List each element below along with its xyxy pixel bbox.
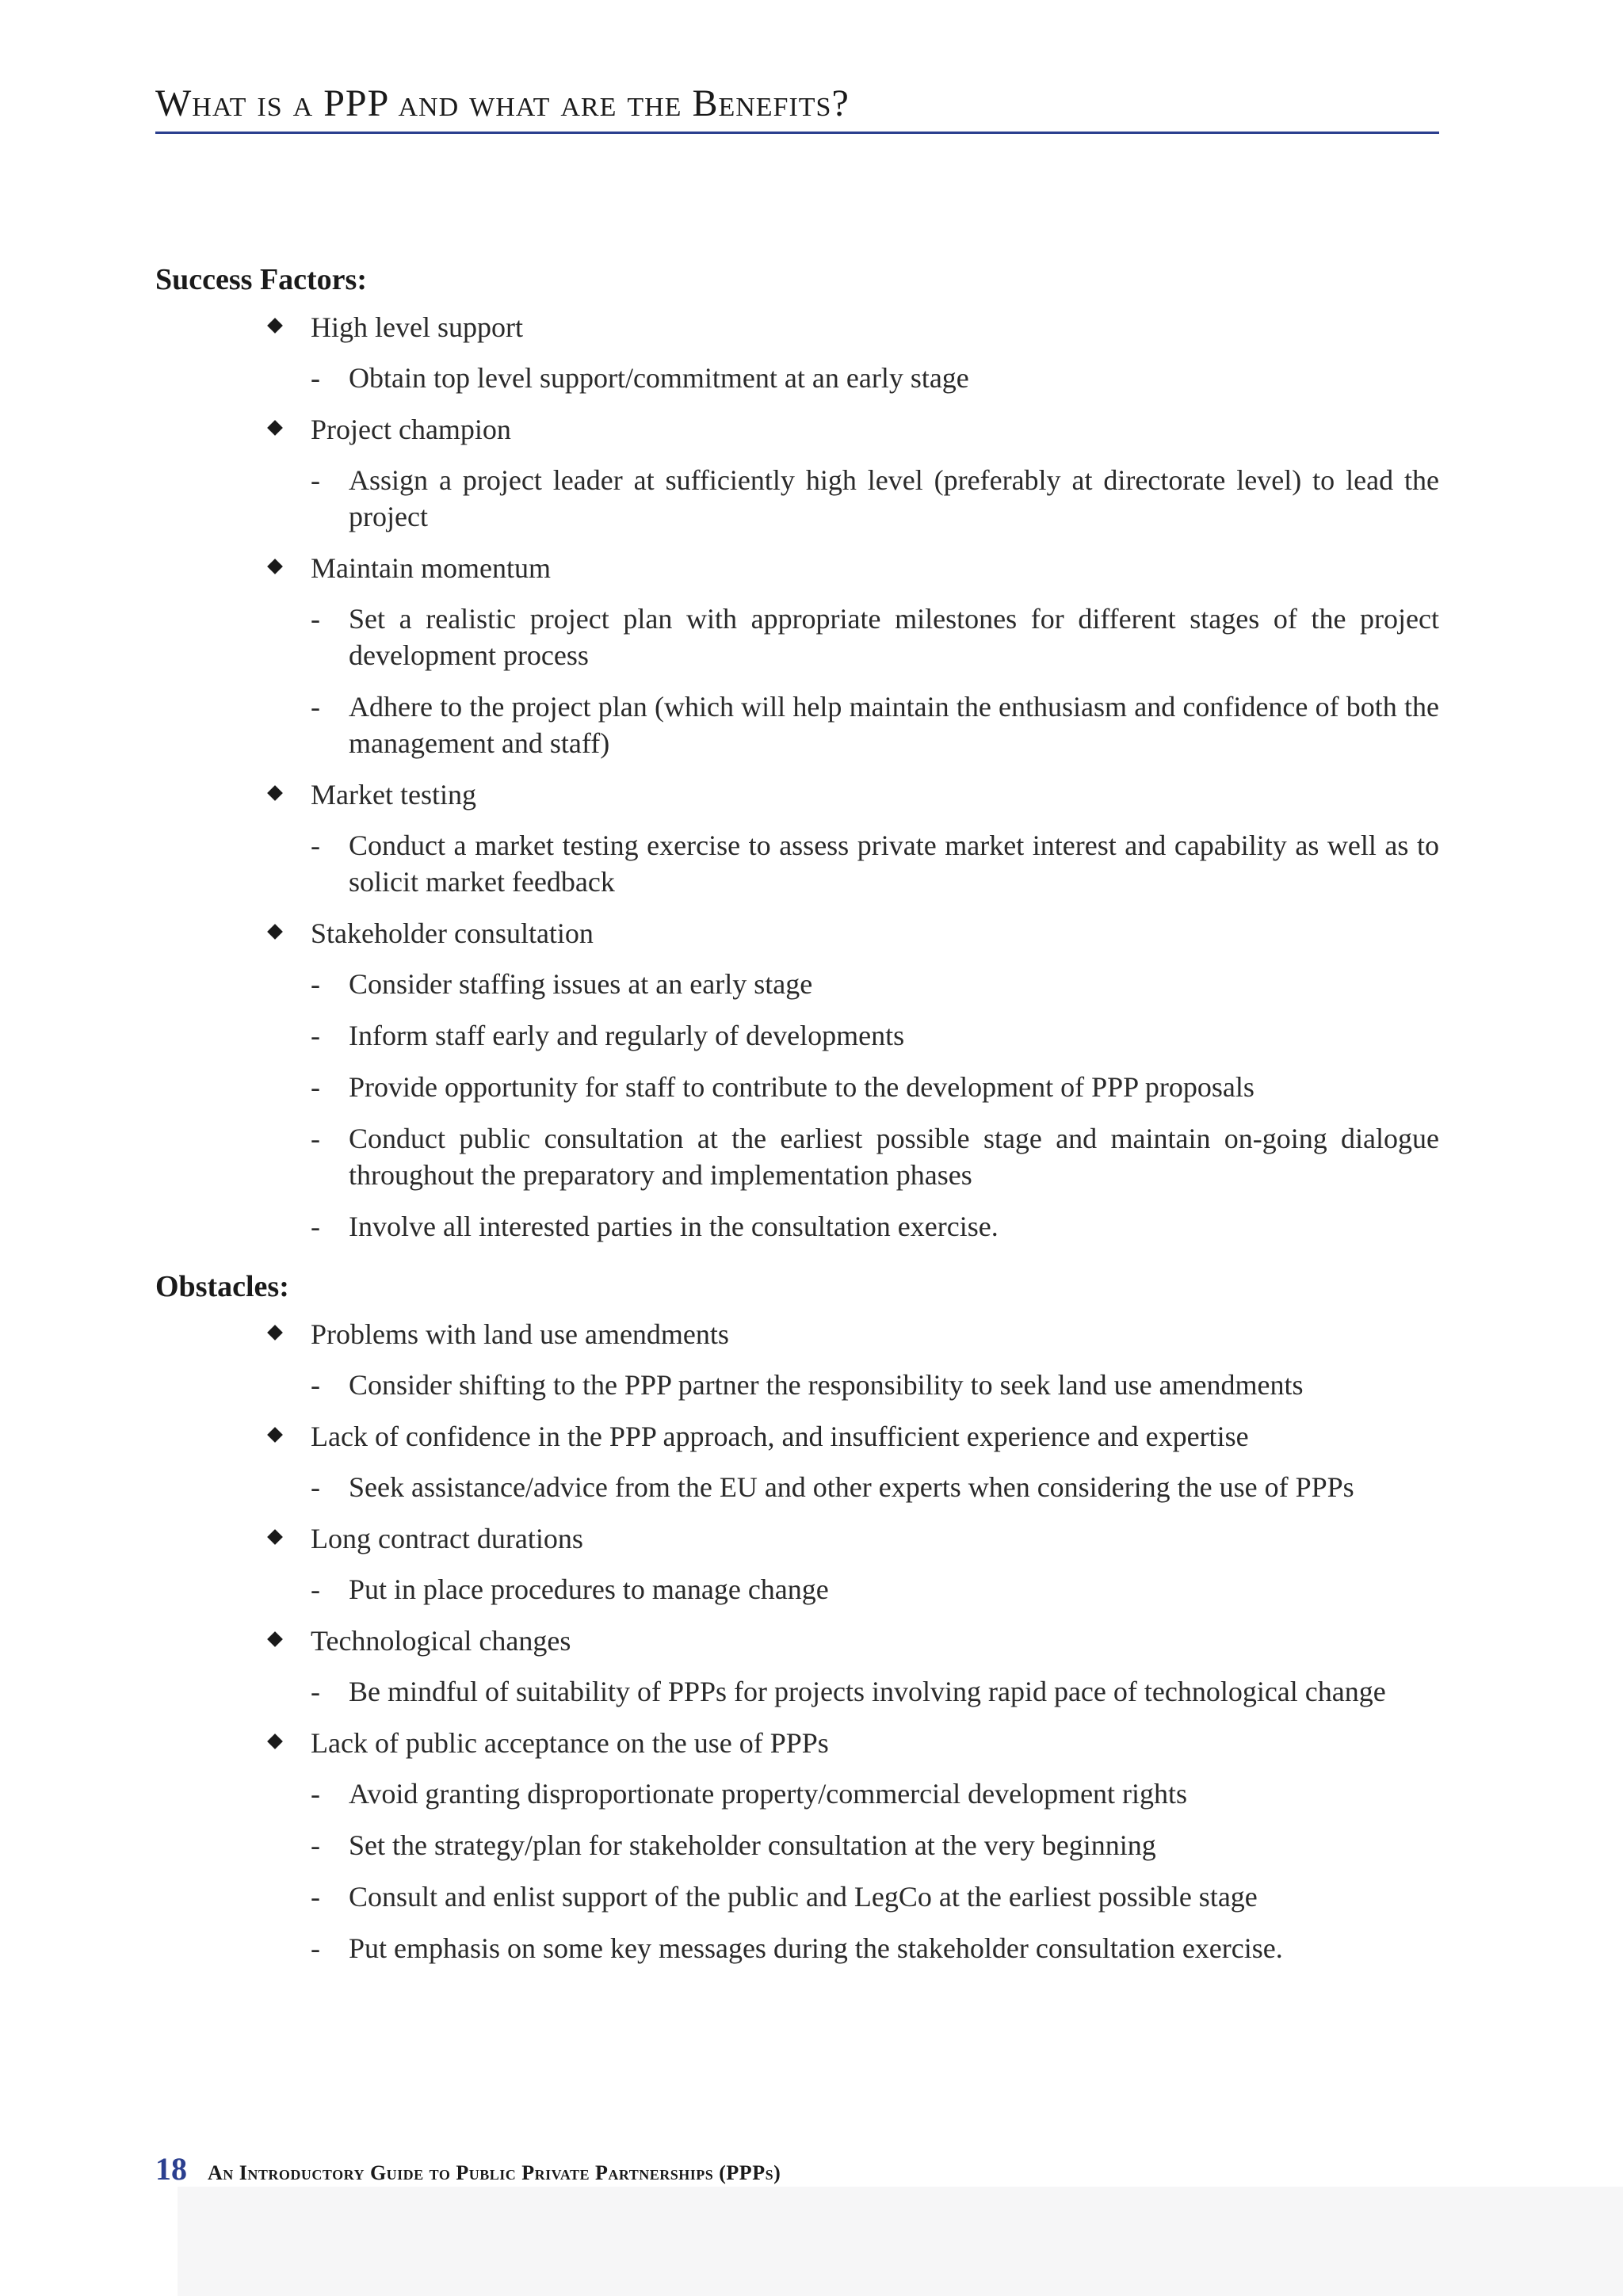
sub-item-text: Put in place procedures to manage change <box>349 1573 829 1605</box>
list-item <box>155 309 1439 396</box>
list-item <box>155 1316 1439 1403</box>
sub-list <box>311 1775 1439 1966</box>
sub-item-text: Adhere to the project plan (which will help maintain the enthusiasm and confidence of both the management and staff) <box>349 691 1439 759</box>
list-item <box>155 915 1439 1245</box>
dash-marker-icon: - <box>311 1211 320 1242</box>
diamond-bullet-icon <box>267 559 283 574</box>
dash-marker-icon: - <box>311 1020 320 1051</box>
diamond-bullet-icon <box>267 420 283 436</box>
sub-list-item <box>311 1878 1439 1915</box>
list-item <box>155 776 1439 900</box>
sub-list <box>311 827 1439 900</box>
page-footer <box>155 2150 781 2187</box>
sub-item-text: Set the strategy/plan for stakeholder consultation at the very beginning <box>349 1829 1156 1861</box>
sub-list-item <box>311 966 1439 1002</box>
sub-list-item <box>311 1208 1439 1245</box>
dash-marker-icon: - <box>311 362 320 394</box>
section-heading: Obstacles: <box>155 1270 289 1303</box>
sub-item-text: Involve all interested parties in the consultation exercise. <box>349 1211 999 1242</box>
bullet-label: High level support <box>311 311 523 343</box>
diamond-bullet-icon <box>267 318 283 334</box>
sub-item-text: Inform staff early and regularly of developments <box>349 1020 905 1051</box>
sub-list-item <box>311 827 1439 900</box>
sub-list-item <box>311 1069 1439 1105</box>
bullet-list <box>155 1316 1439 1966</box>
section-heading: Success Factors: <box>155 263 367 296</box>
bullet-label: Stakeholder consultation <box>311 917 594 949</box>
dash-marker-icon: - <box>311 1829 320 1861</box>
main-content <box>155 260 1439 1981</box>
bullet-label: Market testing <box>311 779 476 810</box>
list-item <box>155 1623 1439 1710</box>
dash-marker-icon: - <box>311 1881 320 1913</box>
sub-item-text: Avoid granting disproportionate property/commercial development rights <box>349 1778 1188 1810</box>
sub-item-text: Put emphasis on some key messages during the stakeholder consultation exercise. <box>349 1932 1283 1964</box>
sub-list-item <box>311 601 1439 673</box>
list-item <box>155 1520 1439 1608</box>
sub-list-item <box>311 1571 1439 1608</box>
sub-list <box>311 601 1439 761</box>
sub-item-text: Conduct public consultation at the earliest possible stage and maintain on-going dialogue throughout the preparatory and implementation phases <box>349 1123 1439 1191</box>
footer-title: An Introductory Guide to Public Private Partnerships (PPPs) <box>208 2161 781 2184</box>
list-item <box>155 550 1439 761</box>
dash-marker-icon: - <box>311 830 320 861</box>
sub-item-text: Consider shifting to the PPP partner the responsibility to seek land use amendments <box>349 1369 1304 1401</box>
sub-list-item <box>311 360 1439 396</box>
dash-marker-icon: - <box>311 1676 320 1707</box>
diamond-bullet-icon <box>267 1325 283 1341</box>
diamond-bullet-icon <box>267 924 283 940</box>
sub-list <box>311 1367 1439 1403</box>
sub-list-item <box>311 1120 1439 1193</box>
sub-item-text: Provide opportunity for staff to contribute to the development of PPP proposals <box>349 1071 1254 1103</box>
dash-marker-icon: - <box>311 1471 320 1503</box>
bullet-label: Lack of confidence in the PPP approach, and insufficient experience and expertise <box>311 1421 1249 1452</box>
sub-list <box>311 1469 1439 1505</box>
dash-marker-icon: - <box>311 1778 320 1810</box>
sub-list <box>311 966 1439 1245</box>
sub-item-text: Assign a project leader at sufficiently high level (preferably at directorate level) to lead the project <box>349 464 1439 532</box>
page-shadow <box>178 2187 1623 2296</box>
sub-item-text: Consult and enlist support of the public and LegCo at the earliest possible stage <box>349 1881 1258 1913</box>
list-item <box>155 1418 1439 1505</box>
dash-marker-icon: - <box>311 1123 320 1154</box>
sub-list-item <box>311 1017 1439 1054</box>
sub-list-item <box>311 688 1439 761</box>
sub-list-item <box>311 1673 1439 1710</box>
bullet-label: Maintain momentum <box>311 552 551 584</box>
dash-marker-icon: - <box>311 464 320 496</box>
sub-item-text: Conduct a market testing exercise to assess private market interest and capability as well as to solicit market feedback <box>349 830 1439 898</box>
dash-marker-icon: - <box>311 1932 320 1964</box>
list-item <box>155 411 1439 535</box>
diamond-bullet-icon <box>267 1427 283 1443</box>
sub-list <box>311 360 1439 396</box>
bullet-label: Project champion <box>311 414 511 445</box>
dash-marker-icon: - <box>311 1573 320 1605</box>
dash-marker-icon: - <box>311 1369 320 1401</box>
sub-list-item <box>311 1367 1439 1403</box>
sub-item-text: Obtain top level support/commitment at an early stage <box>349 362 969 394</box>
bullet-label: Problems with land use amendments <box>311 1318 729 1350</box>
sub-item-text: Consider staffing issues at an early stage <box>349 968 813 1000</box>
sub-item-text: Be mindful of suitability of PPPs for projects involving rapid pace of technological change <box>349 1676 1386 1707</box>
sub-list-item <box>311 462 1439 535</box>
bullet-label: Long contract durations <box>311 1523 583 1554</box>
sub-list-item <box>311 1827 1439 1863</box>
list-item <box>155 1725 1439 1966</box>
diamond-bullet-icon <box>267 1733 283 1749</box>
dash-marker-icon: - <box>311 691 320 723</box>
page-header <box>155 78 1439 134</box>
dash-marker-icon: - <box>311 1071 320 1103</box>
bullet-label: Technological changes <box>311 1625 571 1657</box>
sub-list-item <box>311 1930 1439 1966</box>
dash-marker-icon: - <box>311 968 320 1000</box>
sub-list-item <box>311 1775 1439 1812</box>
sub-item-text: Set a realistic project plan with appropriate milestones for different stages of the project development process <box>349 603 1439 671</box>
sub-item-text: Seek assistance/advice from the EU and other experts when considering the use of PPPs <box>349 1471 1354 1503</box>
page-title: What is a PPP and what are the Benefits? <box>155 82 850 124</box>
diamond-bullet-icon <box>267 1529 283 1545</box>
sub-list <box>311 1673 1439 1710</box>
dash-marker-icon: - <box>311 603 320 635</box>
sub-list <box>311 462 1439 535</box>
sub-list-item <box>311 1469 1439 1505</box>
sub-list <box>311 1571 1439 1608</box>
page-number: 18 <box>155 2151 187 2187</box>
bullet-label: Lack of public acceptance on the use of PPPs <box>311 1727 829 1759</box>
bullet-list <box>155 309 1439 1245</box>
diamond-bullet-icon <box>267 785 283 801</box>
diamond-bullet-icon <box>267 1631 283 1647</box>
